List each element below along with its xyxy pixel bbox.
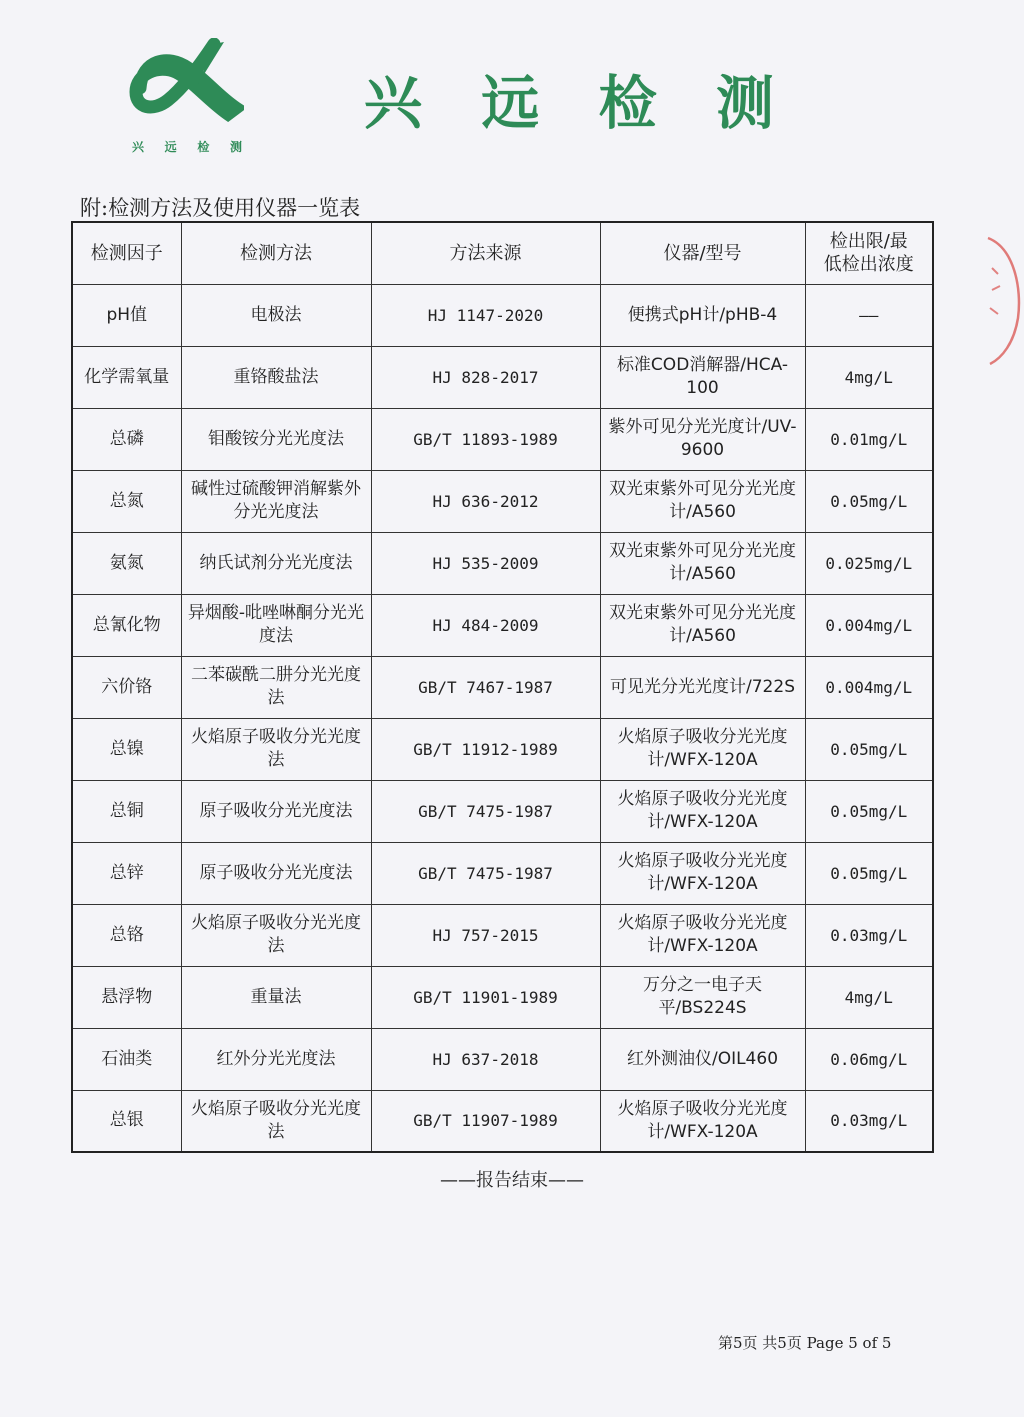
instrument-cell: 火焰原子吸收分光光度计/WFX-120A <box>600 780 805 842</box>
test-item-cell: 总铬 <box>72 904 181 966</box>
instrument-cell: 火焰原子吸收分光光度计/WFX-120A <box>600 1090 805 1152</box>
table-row <box>72 594 933 656</box>
table-caption: 附:检测方法及使用仪器一览表 <box>80 196 361 220</box>
test-item-cell: 化学需氧量 <box>72 346 181 408</box>
red-seal-stamp <box>984 228 1024 368</box>
method-cell: 钼酸铵分光光度法 <box>181 408 371 470</box>
table-row <box>72 284 933 346</box>
standard-cell: GB/T 11901-1989 <box>371 966 600 1028</box>
detection-limit-cell: 4mg/L <box>805 346 933 408</box>
table-row <box>72 966 933 1028</box>
page-footer: 第5页 共5页 Page 5 of 5 <box>718 1334 892 1352</box>
test-item-cell: 六价铬 <box>72 656 181 718</box>
standard-cell: HJ 637-2018 <box>371 1028 600 1090</box>
standard-cell: GB/T 11912-1989 <box>371 718 600 780</box>
instrument-cell: 火焰原子吸收分光光度计/WFX-120A <box>600 842 805 904</box>
test-item-cell: 石油类 <box>72 1028 181 1090</box>
method-cell: 火焰原子吸收分光光度法 <box>181 718 371 780</box>
instrument-cell: 双光束紫外可见分光光度计/A560 <box>600 470 805 532</box>
detection-limit-cell: 0.004mg/L <box>805 656 933 718</box>
method-cell: 电极法 <box>181 284 371 346</box>
instrument-cell: 紫外可见分光光度计/UV-9600 <box>600 408 805 470</box>
method-cell: 二苯碳酰二肼分光光度法 <box>181 656 371 718</box>
test-item-cell: 总铜 <box>72 780 181 842</box>
instrument-cell: 红外测油仪/OIL460 <box>600 1028 805 1090</box>
detection-limit-cell: 0.05mg/L <box>805 842 933 904</box>
company-name-char: 兴 <box>364 69 423 137</box>
instrument-cell: 双光束紫外可见分光光度计/A560 <box>600 594 805 656</box>
test-item-cell: 总氰化物 <box>72 594 181 656</box>
instrument-cell: 双光束紫外可见分光光度计/A560 <box>600 532 805 594</box>
logo-caption <box>132 138 242 155</box>
method-instrument-table <box>71 221 934 1153</box>
method-cell: 原子吸收分光光度法 <box>181 780 371 842</box>
method-cell: 重铬酸盐法 <box>181 346 371 408</box>
company-name <box>364 56 774 140</box>
header-cell: 检测因子 <box>72 222 181 284</box>
standard-cell: HJ 535-2009 <box>371 532 600 594</box>
company-name-char: 检 <box>598 69 657 137</box>
method-cell: 原子吸收分光光度法 <box>181 842 371 904</box>
standard-cell: HJ 1147-2020 <box>371 284 600 346</box>
test-item-cell: 总磷 <box>72 408 181 470</box>
detection-limit-cell: 0.05mg/L <box>805 470 933 532</box>
table-body <box>72 284 933 1152</box>
header-cell: 检测方法 <box>181 222 371 284</box>
detection-limit-cell: 0.05mg/L <box>805 780 933 842</box>
report-end-note: ——报告结束—— <box>440 1170 584 1191</box>
standard-cell: GB/T 7467-1987 <box>371 656 600 718</box>
detection-limit-cell: 0.03mg/L <box>805 904 933 966</box>
table-row <box>72 780 933 842</box>
company-name-char: 测 <box>715 69 774 137</box>
detection-limit-cell: 0.004mg/L <box>805 594 933 656</box>
table-row <box>72 842 933 904</box>
test-item-cell: 总锌 <box>72 842 181 904</box>
standard-cell: GB/T 11907-1989 <box>371 1090 600 1152</box>
standard-cell: GB/T 7475-1987 <box>371 780 600 842</box>
test-item-cell: 氨氮 <box>72 532 181 594</box>
detection-limit-cell: 0.06mg/L <box>805 1028 933 1090</box>
table-row <box>72 408 933 470</box>
detection-limit-cell: 0.03mg/L <box>805 1090 933 1152</box>
test-item-cell: 总镍 <box>72 718 181 780</box>
method-cell: 重量法 <box>181 966 371 1028</box>
instrument-cell: 火焰原子吸收分光光度计/WFX-120A <box>600 718 805 780</box>
table-row <box>72 346 933 408</box>
company-name-char: 远 <box>481 69 540 137</box>
method-cell: 红外分光光度法 <box>181 1028 371 1090</box>
standard-cell: HJ 828-2017 <box>371 346 600 408</box>
table-row <box>72 1090 933 1152</box>
instrument-cell: 可见光分光光度计/722S <box>600 656 805 718</box>
standard-cell: GB/T 7475-1987 <box>371 842 600 904</box>
detection-limit-cell: 0.01mg/L <box>805 408 933 470</box>
table-header-row <box>72 222 933 284</box>
table-row <box>72 656 933 718</box>
table-row <box>72 532 933 594</box>
header-cell: 方法来源 <box>371 222 600 284</box>
header-cell: 仪器/型号 <box>600 222 805 284</box>
detection-limit-cell: —— <box>805 284 933 346</box>
standard-cell: HJ 484-2009 <box>371 594 600 656</box>
test-item-cell: 总氮 <box>72 470 181 532</box>
logo-caption-char: 检 <box>197 140 210 154</box>
method-cell: 异烟酸-吡唑啉酮分光光度法 <box>181 594 371 656</box>
company-logo <box>128 38 244 122</box>
detection-limit-cell: 0.025mg/L <box>805 532 933 594</box>
method-cell: 纳氏试剂分光光度法 <box>181 532 371 594</box>
table-row <box>72 470 933 532</box>
header-cell: 检出限/最低检出浓度 <box>805 222 933 284</box>
detection-limit-cell: 4mg/L <box>805 966 933 1028</box>
test-item-cell: pH值 <box>72 284 181 346</box>
method-cell: 火焰原子吸收分光光度法 <box>181 904 371 966</box>
method-cell: 碱性过硫酸钾消解紫外分光光度法 <box>181 470 371 532</box>
detection-limit-cell: 0.05mg/L <box>805 718 933 780</box>
table-row <box>72 718 933 780</box>
standard-cell: HJ 757-2015 <box>371 904 600 966</box>
logo-caption-char: 兴 <box>132 140 145 154</box>
table-row <box>72 904 933 966</box>
instrument-cell: 火焰原子吸收分光光度计/WFX-120A <box>600 904 805 966</box>
logo-caption-char: 测 <box>229 140 242 154</box>
standard-cell: HJ 636-2012 <box>371 470 600 532</box>
instrument-cell: 万分之一电子天平/BS224S <box>600 966 805 1028</box>
logo-caption-char: 远 <box>164 140 177 154</box>
test-item-cell: 总银 <box>72 1090 181 1152</box>
instrument-cell: 标准COD消解器/HCA-100 <box>600 346 805 408</box>
method-cell: 火焰原子吸收分光光度法 <box>181 1090 371 1152</box>
test-item-cell: 悬浮物 <box>72 966 181 1028</box>
standard-cell: GB/T 11893-1989 <box>371 408 600 470</box>
instrument-cell: 便携式pH计/pHB-4 <box>600 284 805 346</box>
table-row <box>72 1028 933 1090</box>
